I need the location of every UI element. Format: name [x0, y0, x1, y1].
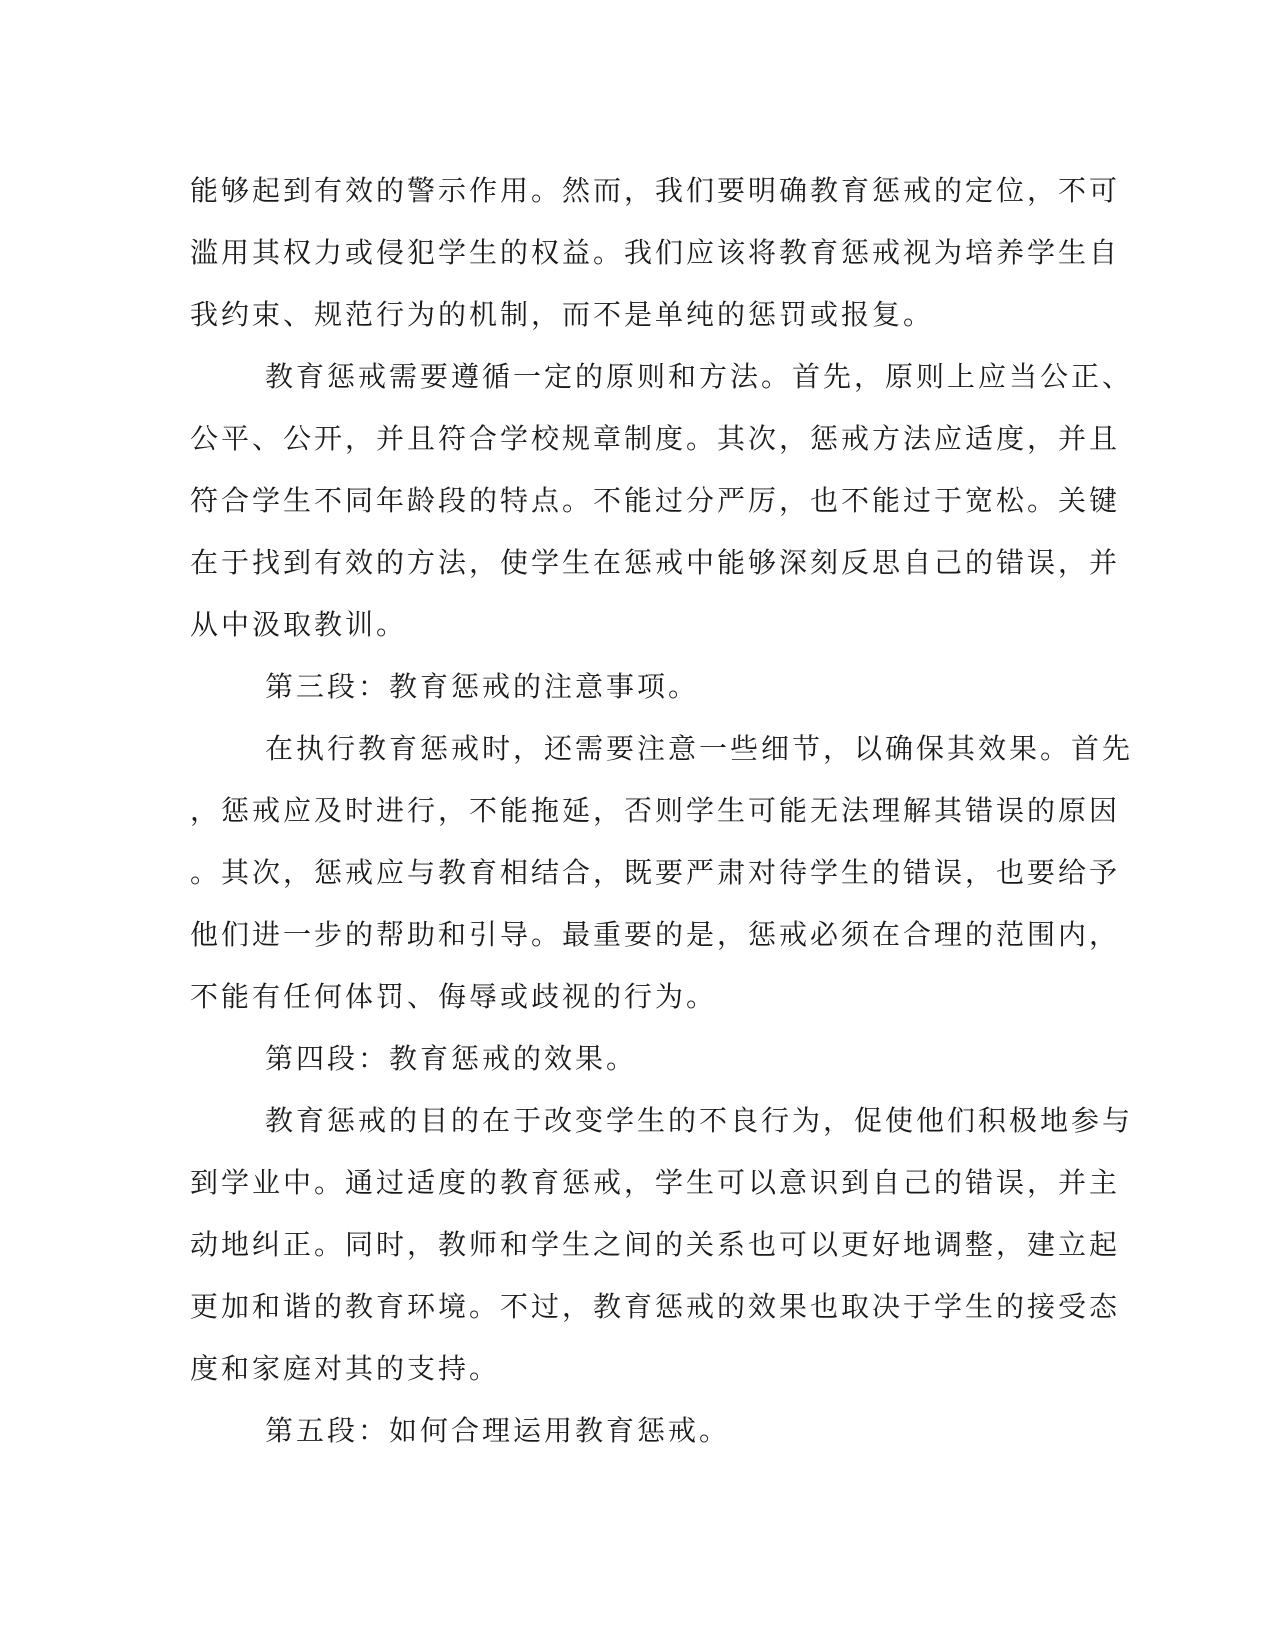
paragraph-start-line: 在执行教育惩戒时，还需要注意一些细节，以确保其效果。首先 [265, 732, 1134, 765]
text-line: 符合学生不同年龄段的特点。不能过分严厉，也不能过于宽松。关键 [190, 484, 1121, 517]
text-line: 他们进一步的帮助和引导。最重要的是，惩戒必须在合理的范围内， [190, 918, 1121, 951]
section-heading-5: 第五段：如何合理运用教育惩戒。 [265, 1414, 731, 1447]
text-line: 更加和谐的教育环境。不过，教育惩戒的效果也取决于学生的接受态 [190, 1290, 1121, 1323]
text-line: 我约束、规范行为的机制，而不是单纯的惩罚或报复。 [190, 298, 935, 331]
paragraph-start-line: 教育惩戒需要遵循一定的原则和方法。首先，原则上应当公正、 [265, 360, 1134, 393]
text-line: ，惩戒应及时进行，不能拖延，否则学生可能无法理解其错误的原因 [190, 794, 1121, 827]
text-line: 能够起到有效的警示作用。然而，我们要明确教育惩戒的定位，不可 [190, 174, 1121, 207]
text-line: 在于找到有效的方法，使学生在惩戒中能够深刻反思自己的错误，并 [190, 546, 1121, 579]
document-body [190, 160, 1134, 1462]
section-heading-3: 第三段：教育惩戒的注意事项。 [265, 670, 700, 703]
text-line: 到学业中。通过适度的教育惩戒，学生可以意识到自己的错误，并主 [190, 1166, 1121, 1199]
paragraph-start-line: 教育惩戒的目的在于改变学生的不良行为，促使他们积极地参与 [265, 1104, 1134, 1137]
text-line: 。其次，惩戒应与教育相结合，既要严肃对待学生的错误，也要给予 [190, 856, 1121, 889]
text-line: 不能有任何体罚、侮辱或歧视的行为。 [190, 980, 718, 1013]
section-heading-4: 第四段：教育惩戒的效果。 [265, 1042, 638, 1075]
text-line: 动地纠正。同时，教师和学生之间的关系也可以更好地调整，建立起 [190, 1228, 1121, 1261]
text-line: 滥用其权力或侵犯学生的权益。我们应该将教育惩戒视为培养学生自 [190, 236, 1121, 269]
text-line: 公平、公开，并且符合学校规章制度。其次，惩戒方法应适度，并且 [190, 422, 1121, 455]
text-line: 从中汲取教训。 [190, 608, 408, 641]
text-line: 度和家庭对其的支持。 [190, 1352, 501, 1385]
